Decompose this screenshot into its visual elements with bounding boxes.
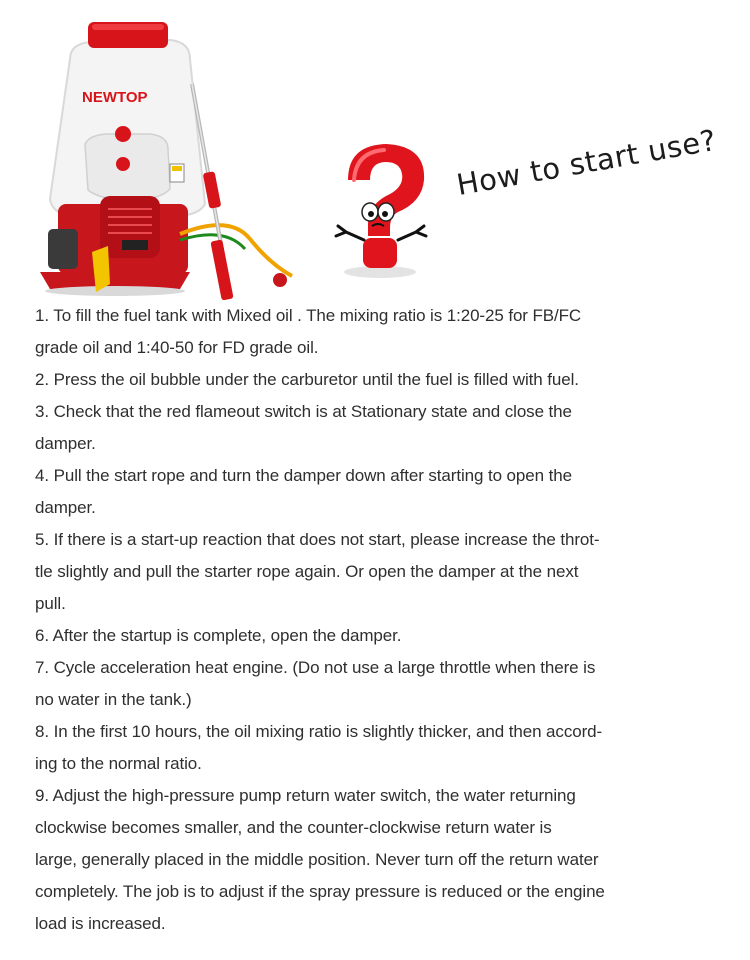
knapsack-sprayer-image	[30, 14, 310, 302]
hero-section	[0, 0, 750, 300]
question-mark-mascot-icon	[318, 140, 438, 280]
step-6: 6. After the startup is complete, open the damper.	[35, 626, 402, 645]
step-1: 1. To fill the fuel tank with Mixed oil . The mixing ratio is 1:20-25 for FB/FC grade oil and 1:40-50 for FD grade oil.	[35, 306, 582, 357]
step-4: 4. Pull the start rope and turn the damper down after starting to open the damper.	[35, 466, 572, 517]
step-3: 3. Check that the red flameout switch is at Stationary state and close the damper.	[35, 402, 572, 453]
step-7: 7. Cycle acceleration heat engine. (Do not use a large throttle when there is no water in the tank.)	[35, 658, 596, 709]
step-2: 2. Press the oil bubble under the carburetor until the fuel is filled with fuel.	[35, 370, 579, 389]
how-to-start-heading: How to start use?	[454, 122, 719, 202]
step-9: 9. Adjust the high-pressure pump return water switch, the water returning clockwise becomes smaller, and the counter-clockwise return water is large, generally placed in the middle position. Never turn off the return water completely. The job is to adjust if the spray pressure is reduced or the engine load is increased.	[35, 786, 605, 933]
step-8: 8. In the first 10 hours, the oil mixing ratio is slightly thicker, and then accord- ing to the normal ratio.	[35, 722, 603, 773]
step-5: 5. If there is a start-up reaction that does not start, please increase the throt- tle slightly and pull the starter rope again. Or open the damper at the next pull.	[35, 530, 600, 613]
brand-logo: NEWTOP	[82, 89, 148, 106]
instruction-steps	[35, 300, 725, 940]
